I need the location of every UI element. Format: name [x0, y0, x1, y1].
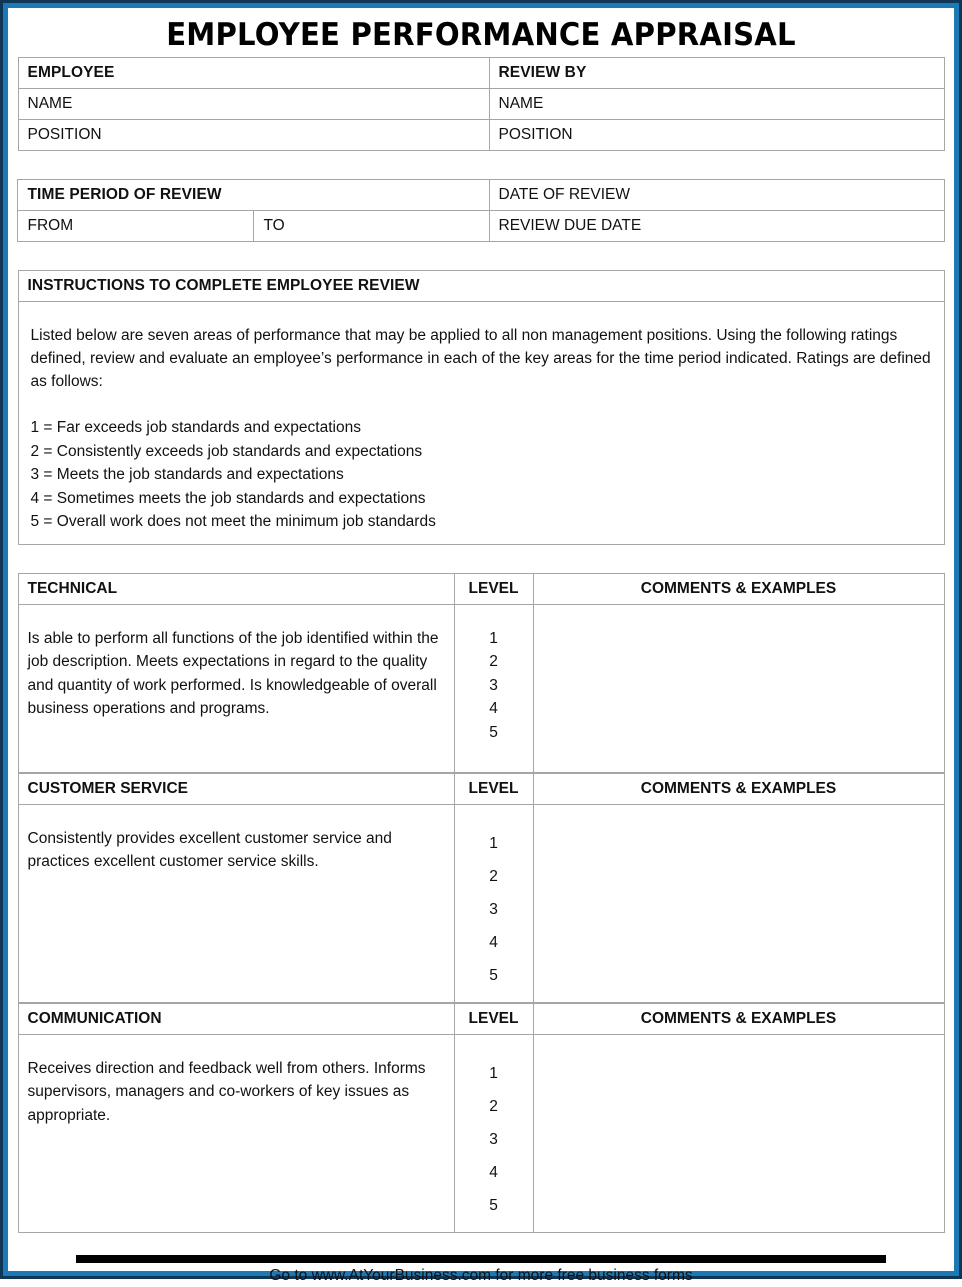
level-column-header: LEVEL: [454, 573, 533, 604]
period-from-field[interactable]: FROM: [18, 211, 254, 242]
spacer: [12, 1233, 950, 1255]
section-communication: [18, 1003, 945, 1233]
table-row: [18, 211, 944, 242]
section-description-technical: Is able to perform all functions of the job identified within the job description. Meets expectations in regard to the quality and quantity of work performed. Is knowledgeable of overall business operations and programs.: [18, 604, 454, 772]
time-period-header: TIME PERIOD OF REVIEW: [18, 180, 489, 211]
employee-header: EMPLOYEE: [18, 58, 489, 89]
footer: [18, 1255, 944, 1287]
level-option-2[interactable]: 2: [489, 1097, 498, 1115]
instructions-table: [18, 270, 945, 545]
rating-definition-1: 1 = Far exceeds job standards and expectations: [30, 419, 361, 436]
instructions-body: [18, 302, 944, 545]
level-option-4[interactable]: 4: [489, 700, 498, 717]
instructions-header: INSTRUCTIONS TO COMPLETE EMPLOYEE REVIEW: [18, 271, 944, 302]
section-description-customer-service: Consistently provides excellent customer service and practices excellent customer service skills.: [18, 804, 454, 1002]
level-option-2[interactable]: 2: [489, 653, 498, 670]
level-option-1[interactable]: 1: [489, 834, 498, 852]
reviewer-position-field[interactable]: POSITION: [489, 120, 944, 151]
level-option-3[interactable]: 3: [489, 676, 498, 694]
review-period-table: [17, 179, 944, 242]
table-row: [18, 1003, 944, 1034]
section-description-communication: Receives direction and feedback well from others. Informs supervisors, managers and co-workers of key issues as appropriate.: [18, 1034, 454, 1232]
rating-definition-2: 2 = Consistently exceeds job standards and expectations: [30, 442, 423, 460]
table-row: [18, 120, 944, 151]
comments-field-communication[interactable]: [533, 1034, 944, 1232]
table-row: [18, 302, 944, 545]
comments-field-customer-service[interactable]: [533, 804, 944, 1002]
review-due-date-field[interactable]: REVIEW DUE DATE: [489, 211, 944, 242]
rating-definition-3: 3 = Meets the job standards and expectations: [30, 466, 344, 483]
level-options-communication[interactable]: [454, 1034, 533, 1232]
instructions-paragraph: Listed below are seven areas of performance that may be applied to all non management positions. Using the following ratings defined, review and evaluate an employee’s performance in each of the key areas for the time period indicated. Ratings are defined as follows:: [30, 327, 931, 390]
level-option-3[interactable]: 3: [489, 900, 498, 918]
comments-column-header: COMMENTS & EXAMPLES: [533, 1003, 944, 1034]
level-option-2[interactable]: 2: [489, 867, 498, 885]
table-row: [18, 271, 944, 302]
reviewer-name-field[interactable]: NAME: [489, 89, 944, 120]
comments-column-header: COMMENTS & EXAMPLES: [533, 773, 944, 804]
table-row: [18, 1034, 944, 1232]
spacer: [12, 545, 950, 573]
comments-column-header: COMMENTS & EXAMPLES: [533, 573, 944, 604]
spacer: [12, 242, 950, 270]
level-column-header: LEVEL: [454, 1003, 533, 1034]
level-option-5[interactable]: 5: [489, 966, 498, 984]
date-of-review-field[interactable]: DATE OF REVIEW: [489, 180, 944, 211]
level-column-header: LEVEL: [454, 773, 533, 804]
level-option-4[interactable]: 4: [489, 933, 498, 951]
section-technical: [18, 573, 945, 773]
section-title-technical: TECHNICAL: [18, 573, 454, 604]
page-title: EMPLOYEE PERFORMANCE APPRAISAL: [166, 17, 796, 53]
page-content: [12, 12, 950, 1284]
period-to-field[interactable]: TO: [254, 211, 489, 242]
table-row: [18, 180, 944, 211]
level-option-1[interactable]: 1: [489, 629, 498, 647]
footer-divider-bar: [76, 1255, 886, 1263]
review-by-header: REVIEW BY: [489, 58, 944, 89]
table-row: [18, 89, 944, 120]
footer-text: Go to www.AtYourBusiness.com for more free business forms: [269, 1266, 693, 1284]
employee-table: [18, 57, 945, 151]
rating-definition-5: 5 = Overall work does not meet the minimum job standards: [30, 513, 436, 530]
comments-field-technical[interactable]: [533, 604, 944, 772]
table-row: [18, 573, 944, 604]
section-title-customer-service: CUSTOMER SERVICE: [18, 773, 454, 804]
spacer: [12, 151, 950, 179]
section-title-communication: COMMUNICATION: [18, 1003, 454, 1034]
level-options-customer-service[interactable]: [454, 804, 533, 1002]
table-row: [18, 804, 944, 1002]
level-option-5[interactable]: 5: [489, 723, 498, 741]
table-row: [18, 58, 944, 89]
level-option-4[interactable]: 4: [489, 1163, 498, 1181]
employee-position-field[interactable]: POSITION: [18, 120, 489, 151]
table-row: [18, 773, 944, 804]
employee-name-field[interactable]: NAME: [18, 89, 489, 120]
level-options-technical[interactable]: [454, 604, 533, 772]
level-option-5[interactable]: 5: [489, 1196, 498, 1214]
level-option-3[interactable]: 3: [489, 1130, 498, 1148]
rating-definition-4: 4 = Sometimes meets the job standards and expectations: [30, 489, 426, 507]
section-customer-service: [18, 773, 945, 1003]
table-row: [18, 604, 944, 772]
level-option-1[interactable]: 1: [489, 1064, 498, 1082]
